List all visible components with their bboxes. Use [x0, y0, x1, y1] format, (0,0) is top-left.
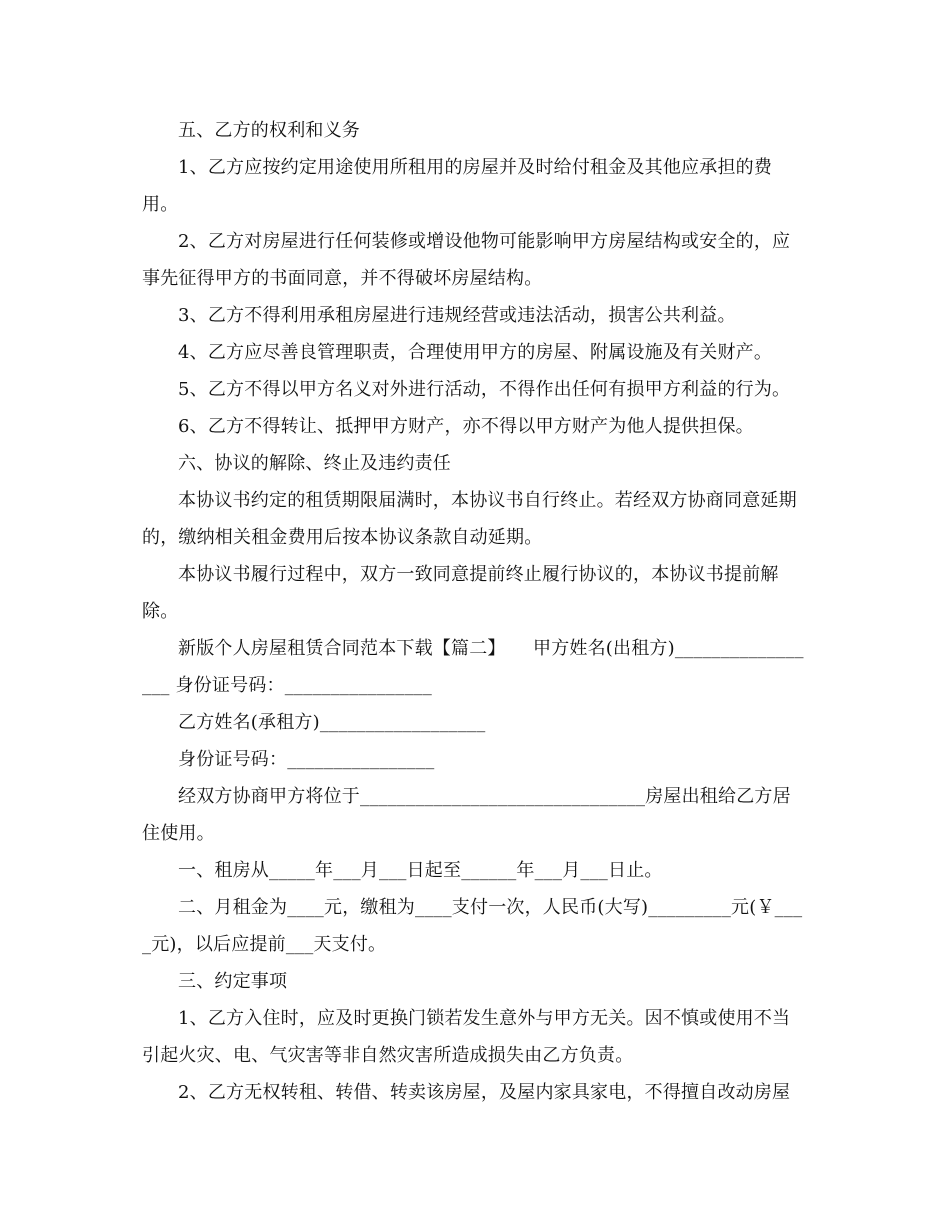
clause-b-1: 1、乙方应按约定用途使用所租用的房屋并及时给付租金及其他应承担的费用。 — [142, 157, 773, 215]
clause-b-3: 3、乙方不得利用承租房屋进行违规经营或违法活动，损害公共利益。 — [178, 305, 736, 326]
clause-b-4: 4、乙方应尽善良管理职责，合理使用甲方的房屋、附属设施及有关财产。 — [178, 342, 773, 363]
agreed-matter-2: 2、乙方无权转租、转借、转卖该房屋，及屋内家具家电，不得擅自改动房屋 — [178, 1082, 791, 1103]
clause-b-5: 5、乙方不得以甲方名义对外进行活动，不得作出任何有损甲方利益的行为。 — [178, 379, 791, 400]
lessee-name-field: 乙方姓名(承租方)__________________ — [178, 712, 486, 733]
rent-clause: 二、月租金为____元，缴租为____支付一次，人民币(大写)_________元(￥____元)，以后应提前___天支付。 — [142, 897, 803, 955]
section-heading-agreed-matters: 三、约定事项 — [178, 971, 288, 992]
lessee-id-field: 身份证号码：________________ — [178, 749, 435, 770]
termination-clause-1: 本协议书约定的租赁期限届满时，本协议书自行终止。若经双方协商同意延期的，缴纳相关租金费用后按本协议条款自动延期。 — [142, 490, 797, 548]
lease-term-clause: 一、租房从_____年___月___日起至______年___月___日止。 — [178, 860, 663, 881]
second-contract-title-and-lessor: 新版个人房屋租赁合同范本下载【篇二】 甲方姓名(出租方)_________________ 身份证号码：________________ — [142, 638, 804, 696]
section-heading-party-b-rights: 五、乙方的权利和义务 — [178, 120, 360, 141]
document-body — [142, 112, 807, 1111]
clause-b-6: 6、乙方不得转让、抵押甲方财产，亦不得以甲方财产为他人提供担保。 — [178, 416, 754, 437]
section-heading-termination: 六、协议的解除、终止及违约责任 — [178, 453, 451, 474]
clause-b-2: 2、乙方对房屋进行任何装修或增设他物可能影响甲方房屋结构或安全的，应事先征得甲方的书面同意，并不得破坏房屋结构。 — [142, 231, 791, 289]
agreed-matter-1: 1、乙方入住时，应及时更换门锁若发生意外与甲方无关。因不慎或使用不当引起火灾、电、气灾害等非自然灾害所造成损失由乙方负责。 — [142, 1008, 791, 1066]
property-location-clause: 经双方协商甲方将位于_______________________________房屋出租给乙方居住使用。 — [142, 786, 791, 844]
termination-clause-2: 本协议书履行过程中，双方一致同意提前终止履行协议的，本协议书提前解除。 — [142, 564, 779, 622]
